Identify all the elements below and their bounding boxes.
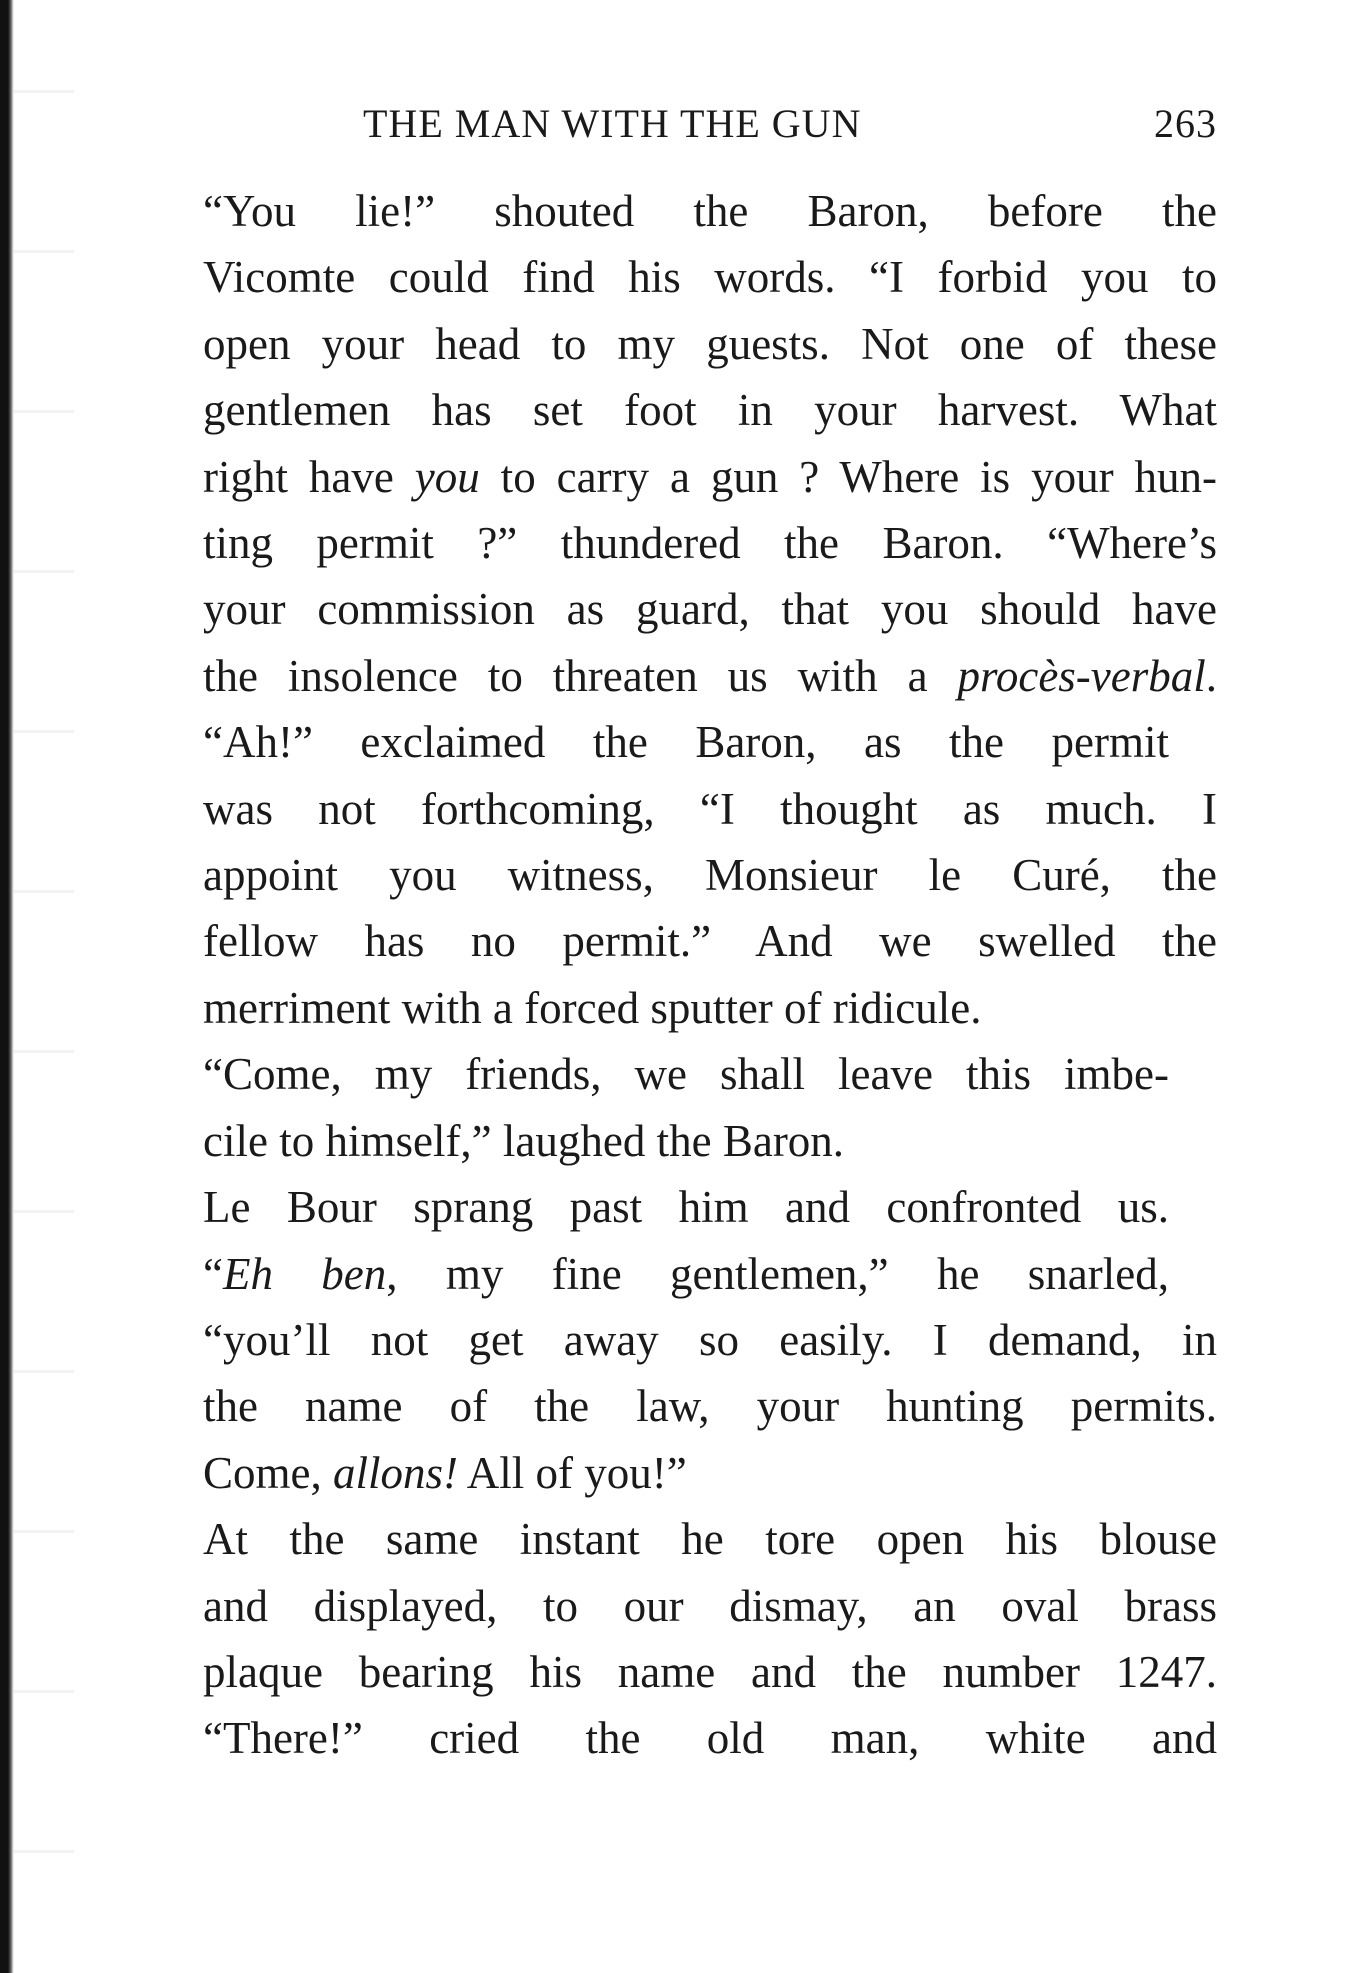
italic-text: allons! <box>333 1447 459 1498</box>
text-line: open your head to my guests. Not one of these <box>203 318 1217 369</box>
text-line: was not forthcoming, “I thought as much. I <box>203 783 1217 834</box>
text-line: Le Bour sprang past him and confronted us. <box>203 1182 1169 1233</box>
text-run: to carry a gun ? Where is your hun- <box>479 451 1217 502</box>
paragraph-1 <box>155 178 1217 709</box>
text-line <box>155 444 1217 510</box>
text-line: plaque bearing his name and the number 1247. <box>203 1646 1217 1697</box>
paragraph-3 <box>155 1041 1217 1174</box>
running-head: THE MAN WITH THE GUN <box>363 101 862 146</box>
text-line: “Come, my friends, we shall leave this imbe- <box>203 1049 1169 1100</box>
paragraph-2 <box>155 709 1217 1041</box>
text-line <box>155 643 1217 709</box>
paragraph-5 <box>155 1241 1217 1507</box>
paragraph-7 <box>155 1705 1217 1771</box>
italic-text: you <box>414 451 480 502</box>
text-line: “There!” cried the old man, white and <box>203 1713 1217 1764</box>
text-line: and displayed, to our dismay, an oval brass <box>203 1580 1217 1631</box>
text-run: the insolence to threaten us with a <box>203 650 958 701</box>
paragraph-6 <box>155 1506 1217 1705</box>
text-run: right have <box>203 451 415 502</box>
text-line: your commission as guard, that you should have <box>203 584 1217 635</box>
gutter-shadow <box>14 0 74 1973</box>
page-header <box>155 100 1217 160</box>
book-binding-edge <box>0 0 14 1973</box>
text-run: , my fine gentlemen,” he snarled, <box>386 1248 1169 1299</box>
text-line: appoint you witness, Monsieur le Curé, the <box>203 850 1217 901</box>
italic-text: procès-verbal <box>957 650 1206 701</box>
text-line: “You lie!” shouted the Baron, before the <box>203 186 1217 236</box>
text-line: Vicomte could find his words. “I forbid you to <box>203 252 1217 303</box>
text-run: . <box>1205 650 1217 701</box>
text-line <box>155 1241 1217 1307</box>
text-run: Come, <box>203 1447 333 1498</box>
text-line: merriment with a forced sputter of ridicule. <box>203 982 982 1033</box>
text-line: At the same instant he tore open his blouse <box>203 1514 1217 1565</box>
text-line: gentlemen has set foot in your harvest. What <box>203 385 1217 436</box>
italic-text: Eh ben <box>222 1248 387 1299</box>
text-line: “you’ll not get away so easily. I demand, in <box>203 1314 1217 1365</box>
paragraph-4 <box>155 1174 1217 1240</box>
text-line: the name of the law, your hunting permits. <box>203 1381 1217 1432</box>
text-run: All of you!” <box>458 1447 687 1498</box>
text-line: fellow has no permit.” And we swelled the <box>203 916 1217 967</box>
text-run: “ <box>203 1248 223 1299</box>
text-line: cile to himself,” laughed the Baron. <box>203 1115 845 1166</box>
body-text <box>155 178 1217 1772</box>
text-line: ting permit ?” thundered the Baron. “Where’s <box>203 518 1217 569</box>
page-number: 263 <box>1154 101 1217 146</box>
text-line <box>155 1440 1217 1506</box>
text-line: “Ah!” exclaimed the Baron, as the permit <box>203 717 1169 768</box>
